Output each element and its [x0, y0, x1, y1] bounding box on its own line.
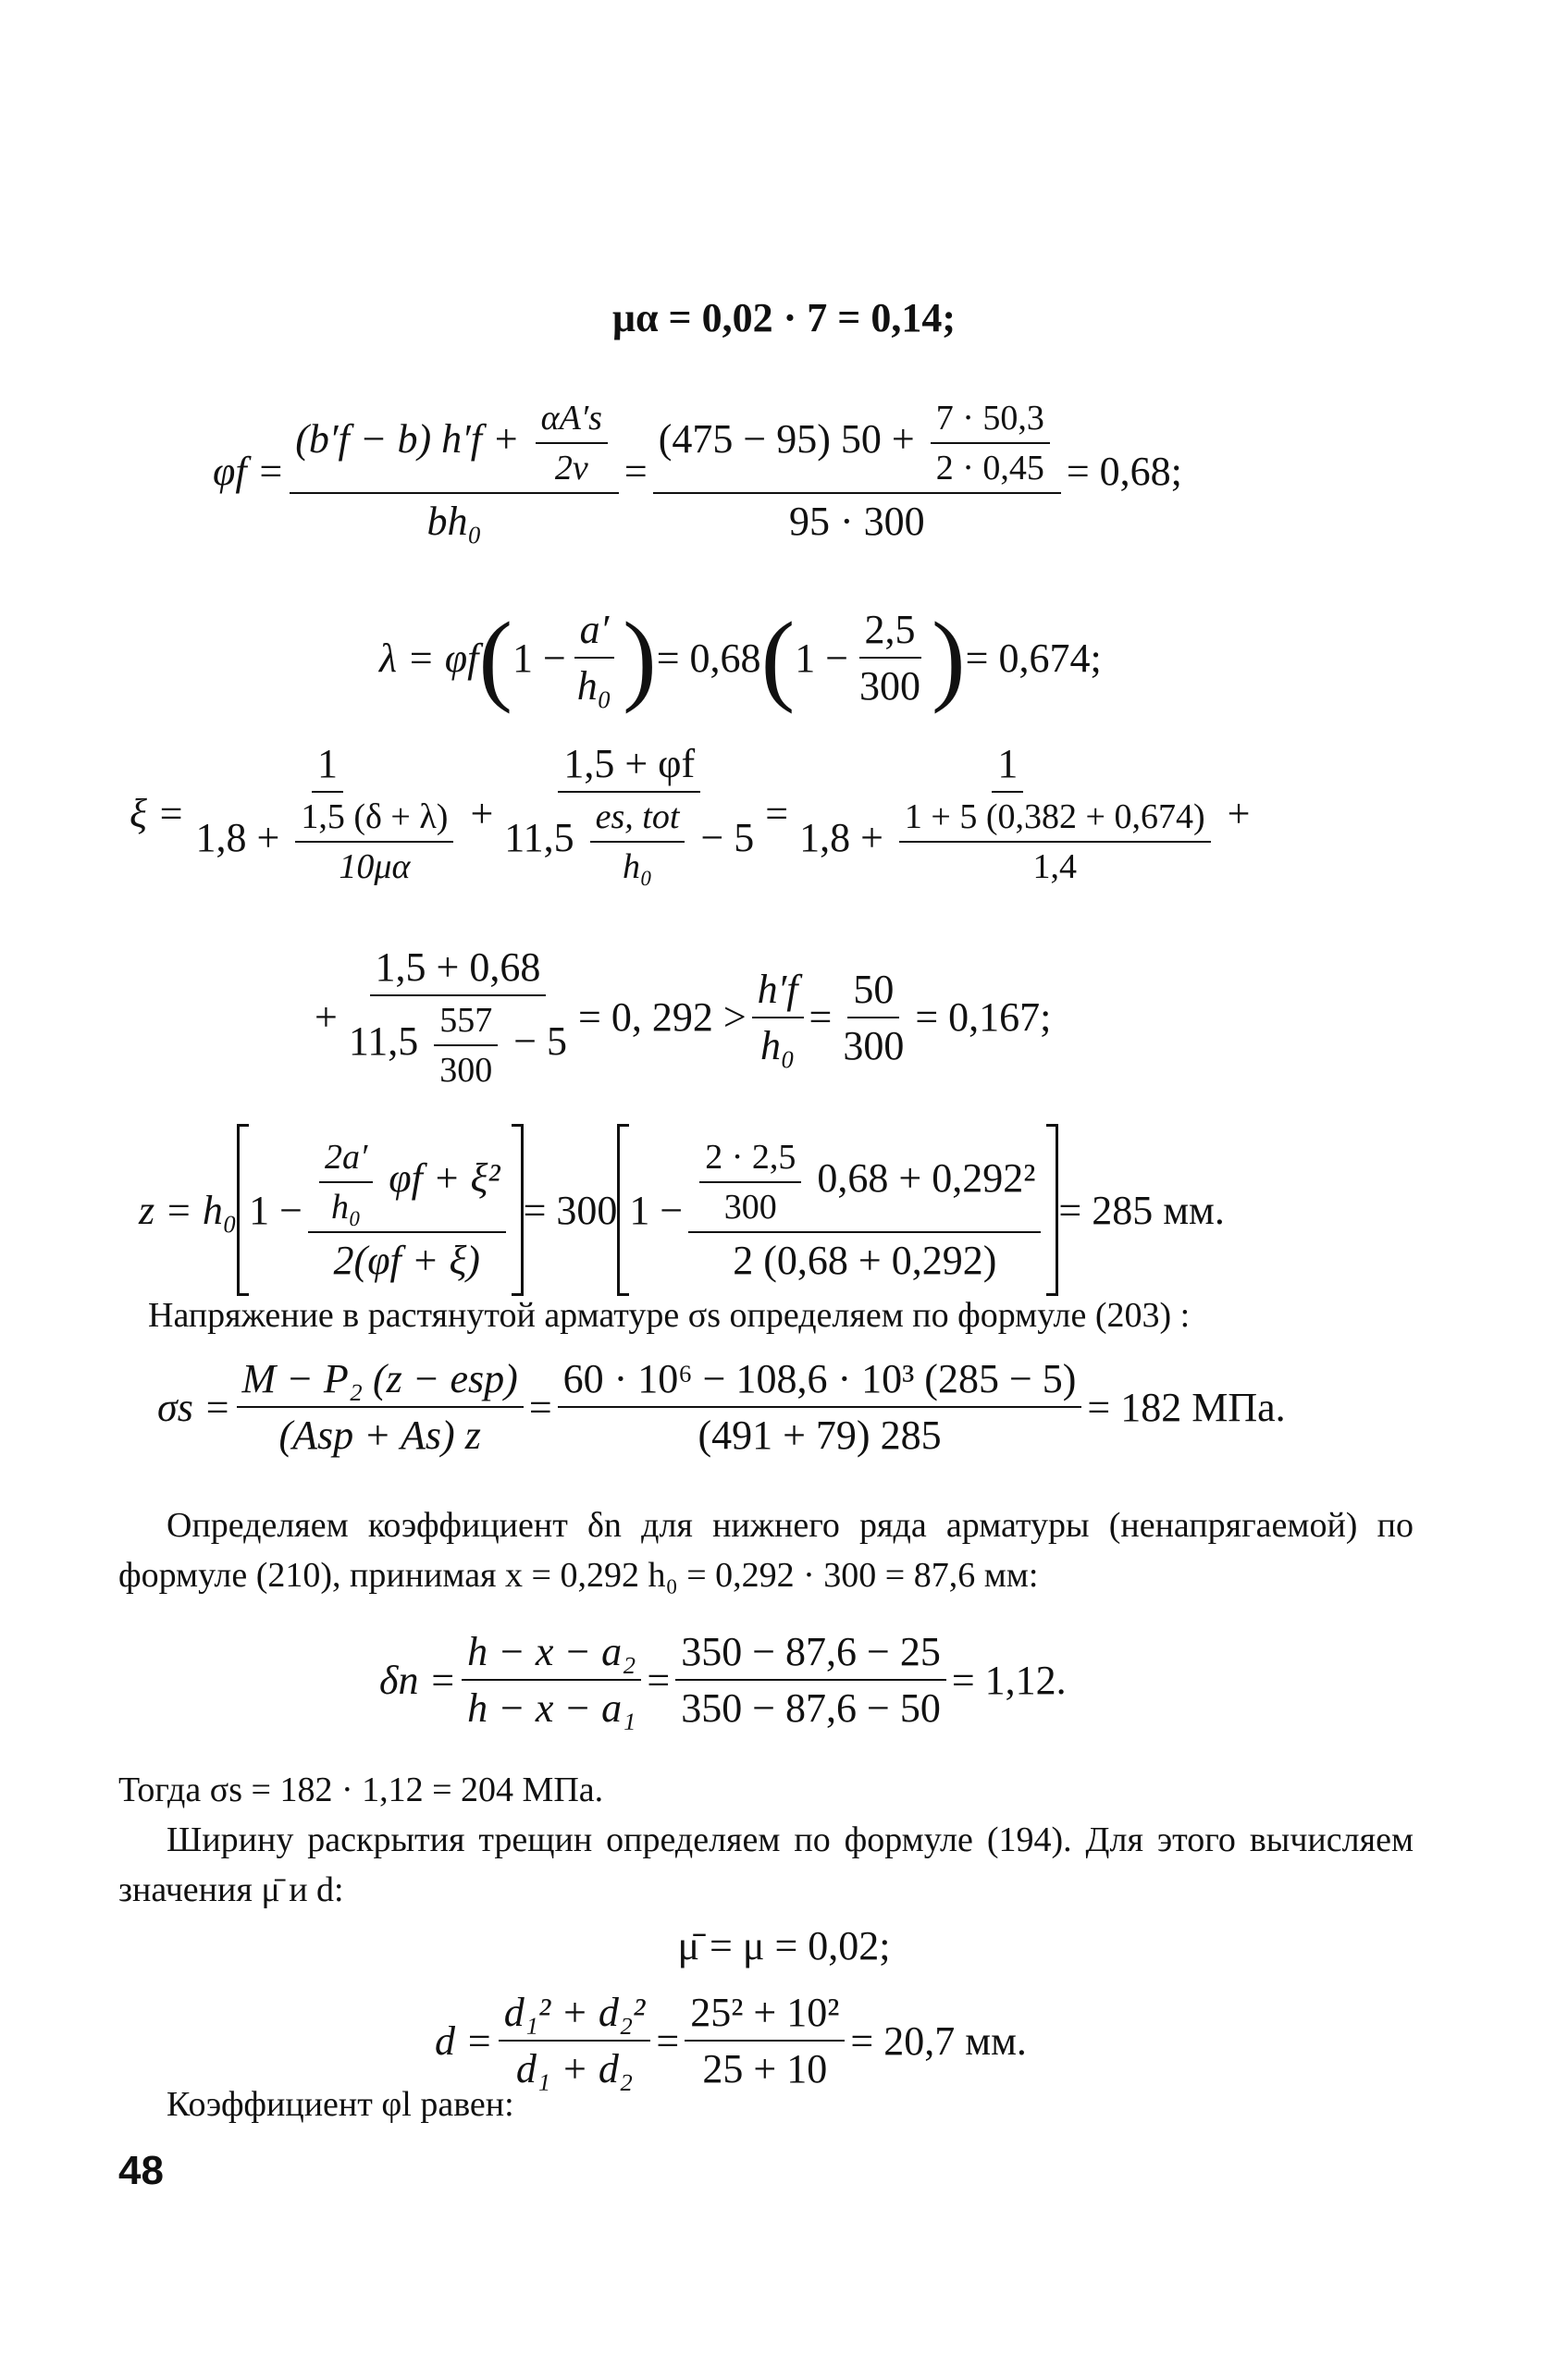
- xi-t1-den-den: 10μα: [339, 847, 411, 886]
- eq-d: d = $\frac{\text{d₁² + d₂²}}{\text{d₁ + d₂}}$ = $\frac{\text{25² + 10²}}{25 + 10}$ = 20,7 мм.: [435, 1990, 1027, 2091]
- paragraph-sigma-intro: [148, 1290, 1388, 1340]
- phi-f-val-inner-num: 7 · 50,3: [931, 398, 1050, 444]
- phi-f-num-sym: (b′f − b) h′f +: [295, 416, 520, 463]
- page-number: 48: [118, 2148, 164, 2193]
- delta-num-sym: h − x − a₂: [462, 1628, 641, 1681]
- delta-intro-text: Определяем коэффициент δn для нижнего ряда арматуры (ненапрягаемой) по формуле (210), принимая x = 0,292 h₀ = 0,292 · 300 = 87,6 мм:: [118, 1506, 1414, 1595]
- sigma-result: = 182 МПа.: [1087, 1384, 1286, 1430]
- d-den-val: 25 + 10: [702, 2046, 828, 2091]
- phi-f-den-val: 95 · 300: [788, 499, 925, 544]
- phi-f-sym-frac: [290, 398, 619, 545]
- lambda-result: = 0,674;: [965, 635, 1102, 681]
- xi-t2-num: 1,5 + φf: [558, 740, 700, 793]
- phi-f-val-inner-den: 2 · 0,45: [935, 449, 1044, 487]
- lambda-f2-num: 2,5: [859, 606, 921, 659]
- sigma-den-val: (491 + 79) 285: [698, 1413, 942, 1458]
- paragraph-crack-width: [118, 1815, 1414, 1915]
- lambda-lhs: λ = φf: [379, 635, 479, 681]
- xi-term1: [191, 740, 465, 887]
- xi2-eq: =: [809, 994, 833, 1040]
- z-inner-rest: φf + ξ²: [389, 1154, 500, 1201]
- paragraph-then: [118, 1765, 1414, 1815]
- z-lhs: z = h₀: [139, 1187, 238, 1233]
- eq-mu-alpha: [0, 294, 1568, 341]
- eq-mu-bar: [0, 1922, 1568, 1969]
- sigma-lhs: σs =: [157, 1384, 231, 1430]
- xi2-den-b: − 5: [513, 1018, 568, 1065]
- d-num-sym: d₁² + d₂²: [499, 1989, 651, 2042]
- eq-mu-alpha-text: μα = 0,02 · 7 = 0,14;: [612, 295, 956, 340]
- z-val-rest: 0,68 + 0,292²: [817, 1154, 1036, 1201]
- xi-term3: [794, 740, 1222, 887]
- lambda-mid: = 0,68: [656, 635, 761, 681]
- delta-lhs: δn =: [379, 1657, 457, 1703]
- d-result: = 20,7 мм.: [850, 2017, 1027, 2064]
- coefficient-text: Коэффициент φl равен:: [167, 2085, 514, 2124]
- eq-z: z = h₀ 1 − $\frac{2a'}{\text{h₀}}$ φf + ξ² 2(φf + ξ) = 300 1 − $\frac{2 \cdot 2,5}{300}$ 0,68 + 0,292² 2 (0,68 + 0,292) = 285 мм.: [139, 1124, 1434, 1296]
- xi-t3-den-den: 1,4: [1032, 847, 1077, 886]
- phi-f-num-val: (475 − 95) 50 +: [658, 416, 915, 463]
- xi2-result: = 0,167;: [915, 994, 1052, 1040]
- xi-t2-den-num: es, tot: [590, 796, 685, 843]
- lambda-f1-den: h₀: [576, 663, 612, 709]
- eq-xi-cont: [315, 944, 1332, 1091]
- lambda-f2-den: 300: [859, 663, 921, 709]
- crack-width-text: Ширину раскрытия трещин определяем по формуле (194). Для этого вычисляем значения μ̄ и d:: [118, 1820, 1414, 1909]
- z-one-minus: 1 −: [249, 1187, 302, 1233]
- xi2-den-a: 11,5: [348, 1018, 419, 1065]
- delta-den-val: 350 − 87,6 − 50: [681, 1685, 941, 1731]
- z-val-inner-den: 300: [723, 1187, 777, 1227]
- xi-t2-den-a: 11,5: [504, 815, 574, 861]
- d-lhs: d =: [435, 2017, 493, 2064]
- xi2-plus: +: [315, 994, 338, 1040]
- z-val-den: 2 (0,68 + 0,292): [733, 1237, 997, 1283]
- xi-plus: +: [1227, 791, 1251, 836]
- xi-t3-num: 1: [992, 740, 1023, 793]
- xi2-mid: = 0, 292 >: [578, 994, 747, 1040]
- z-den-sym: 2(φf + ξ): [333, 1237, 480, 1283]
- sigma-den-sym: (Asp + As) z: [278, 1413, 481, 1458]
- xi2-g-den: 300: [843, 1022, 905, 1068]
- z-result: = 285 мм.: [1058, 1187, 1225, 1233]
- z-inner-den: h₀: [331, 1187, 362, 1227]
- xi-t1-den-a: 1,8 +: [195, 815, 280, 861]
- phi-f-inner-den: 2ν: [554, 449, 588, 487]
- xi2-frac: [343, 944, 573, 1091]
- xi-t3-den-num: 1 + 5 (0,382 + 0,674): [899, 796, 1211, 843]
- xi2-f-num: h′f: [752, 966, 804, 1018]
- xi-lhs: ξ =: [130, 791, 185, 836]
- xi2-g-num: 50: [847, 966, 899, 1018]
- xi-t3-den-a: 1,8 +: [799, 815, 883, 861]
- z-sym-frac: [308, 1137, 506, 1284]
- lambda-one-minus: 1 −: [512, 635, 566, 681]
- phi-f-val-frac: [653, 398, 1061, 545]
- phi-f-den-sym: bh₀: [426, 499, 482, 544]
- z-inner-num: 2a′: [319, 1137, 373, 1183]
- eq-lambda: λ = φf ( 1 − $\frac{a'}{\text{h₀}}$ ) = 0,68 ( 1 − $\frac{2,5}{300}$ ) = 0,674;: [379, 601, 1102, 714]
- eq-xi: ξ = 1 1,8 + $\frac{1,5 (\delta + \lambda)}{10\mu\alpha}$ + 1,5 + φf 11,5 $\frac{\text{es, tot}}{\text{h₀}}$ − 5 = 1 1,8 + $\frac{1 + 5 (0,382 + 0,674)}{1,4}$ +: [130, 741, 1251, 886]
- d-den-sym: d₁ + d₂: [515, 2046, 634, 2091]
- z-val-inner-num: 2 · 2,5: [699, 1137, 801, 1183]
- eq-sigma: σs = $\frac{\text{M − P₂ (z − esp)}}{\text{(Asp + As) z}}$ = $\frac{\text{60 · 10⁶ − 108,6 · 10³ (285 − 5)}}{(491 + 79) 285}$ = 182 МПа.: [157, 1356, 1286, 1458]
- xi-t2-den-b: − 5: [700, 815, 755, 861]
- xi2-f-den: h₀: [759, 1022, 796, 1068]
- xi-t1-den-num: 1,5 (δ + λ): [295, 796, 453, 843]
- eq-phi-f: φf = (b′f − b) h′f + $\frac{\alpha A's}{2\nu}$ bh₀ = (475 − 95) 50 + $\frac{7 \cdot 50,3}{2 \cdot 0,45}$ 95 · 300 = 0,68;: [213, 399, 1182, 544]
- phi-f-result: = 0,68;: [1066, 449, 1182, 494]
- xi-t1-num: 1: [312, 740, 343, 793]
- delta-den-sym: h − x − a₁: [467, 1685, 636, 1731]
- delta-result: = 1,12.: [951, 1657, 1067, 1703]
- d-num-val: 25² + 10²: [685, 1989, 845, 2042]
- xi-t2-den-den: h₀: [622, 847, 653, 886]
- eq-delta: δn = $\frac{\text{h − x − a₂}}{\text{h − x − a₁}}$ = $\frac{350 - 87,6 - 25}{350 - 87,6 - 50}$ = 1,12.: [379, 1629, 1067, 1731]
- xi2-num: 1,5 + 0,68: [370, 944, 547, 996]
- phi-f-lhs: φf =: [213, 449, 285, 494]
- xi-term2: [499, 740, 759, 887]
- phi-f-inner-num: αA′s: [536, 398, 608, 444]
- sigma-num-sym: M − P₂ (z − esp): [237, 1355, 524, 1408]
- paragraph-delta-intro: [118, 1500, 1414, 1600]
- sigma-num-val: 60 · 10⁶ − 108,6 · 10³ (285 − 5): [558, 1355, 1082, 1408]
- z-mid: = 300: [523, 1187, 618, 1233]
- xi2-den-den: 300: [439, 1051, 493, 1090]
- xi2-den-num: 557: [434, 1000, 498, 1046]
- delta-num-val: 350 − 87,6 − 25: [675, 1628, 946, 1681]
- mu-bar-text: μ̄ = μ = 0,02;: [677, 1923, 891, 1968]
- sigma-intro-text: Напряжение в растянутой арматуре σs определяем по формуле (203) :: [148, 1296, 1191, 1335]
- then-text: Тогда σs = 182 · 1,12 = 204 МПа.: [118, 1771, 604, 1809]
- z-val-frac: [688, 1137, 1041, 1284]
- paragraph-coefficient: [167, 2079, 1369, 2129]
- lambda-f1-num: a′: [574, 606, 615, 659]
